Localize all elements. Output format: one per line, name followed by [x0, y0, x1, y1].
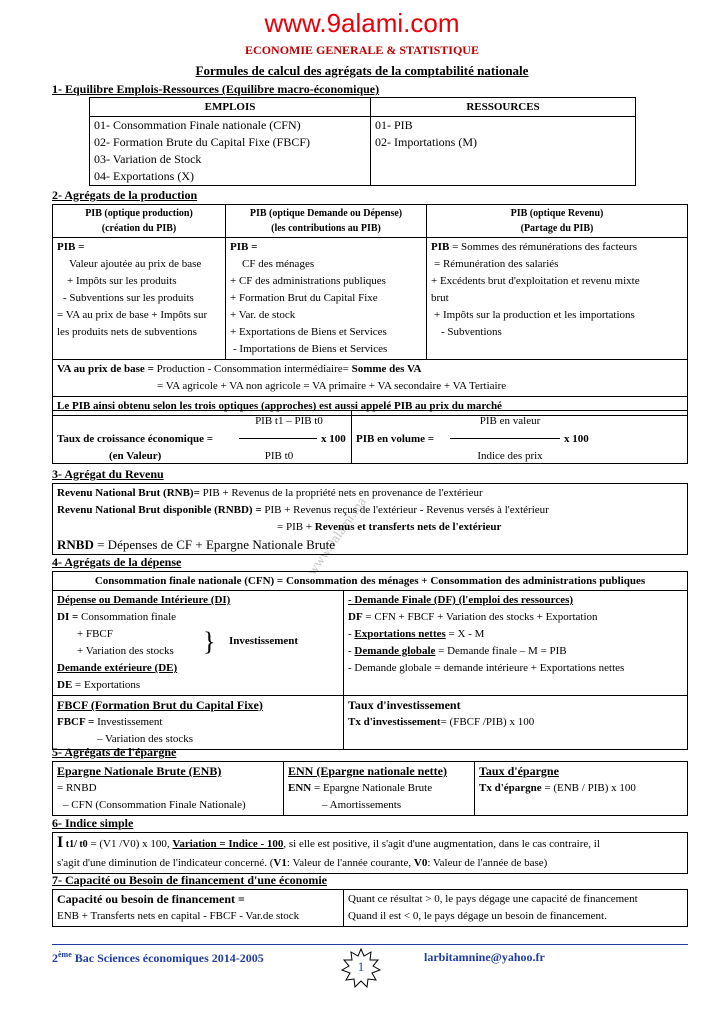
emplois-list	[90, 117, 371, 186]
x100: x 100	[321, 433, 346, 445]
emplois-item: 02- Formation Brute du Capital Fixe (FBCF)	[94, 135, 310, 149]
volume-label: PIB en volume =	[356, 433, 435, 445]
depense-table	[52, 571, 688, 750]
fraction-line	[450, 438, 560, 439]
ressources-list	[371, 117, 636, 186]
epargne-table	[52, 761, 688, 816]
footer-divider	[52, 944, 688, 945]
pib-note: Le PIB ainsi obtenu selon les trois optiques (approches) est aussi appelé PIB au prix du marché	[53, 397, 688, 416]
production-table	[52, 204, 688, 416]
ressources-item: 01- PIB	[375, 118, 413, 132]
volume-denominator: Indice des prix	[477, 450, 543, 462]
pib-revenu-header: PIB (optique Revenu) (Partage du PIB)	[427, 205, 688, 238]
taux-denominator: PIB t0	[264, 450, 294, 462]
enb-cell: Epargne Nationale Brute (ENB) = RNBD – CFN (Consommation Finale Nationale)	[53, 762, 284, 816]
taux-sub: (en Valeur)	[109, 450, 162, 462]
pib-production-cell: PIB = Valeur ajoutée au prix de base + Impôts sur les produits - Subventions sur les produits = VA au prix de base + Impôts sur les produits nets de subventions	[53, 238, 226, 360]
emplois-ressources-table	[89, 97, 636, 186]
ressources-header: RESSOURCES	[371, 98, 636, 117]
financement-table	[52, 889, 688, 927]
indice-cell: I t1/ t0 = (V1 /V0) x 100, Variation = Indice - 100, si elle est positive, il s'agit d'une augmentation, dans le cas contraire, il s'agit d'une diminution de l'indicateur concerné. (V1: Valeur de l'année courante, V0: Valeur de l'année de base)	[53, 833, 688, 874]
fbcf-cell: FBCF (Formation Brut du Capital Fixe) FBCF = Investissement – Variation des stocks	[53, 696, 344, 750]
financement-note-cell: Quant ce résultat > 0, le pays dégage une capacité de financement Quand il est < 0, le pays dégage un besoin de financement.	[344, 890, 688, 927]
page-number-badge	[341, 948, 381, 988]
cfn-formula: Consommation finale nationale (CFN) = Consommation des ménages + Consommation des administrations publiques	[53, 572, 688, 591]
brace-icon: }	[203, 627, 216, 656]
enn-cell: ENN (Epargne nationale nette) ENN = Epargne Nationale Brute – Amortissements	[284, 762, 475, 816]
taux-investissement-cell: Taux d'investissement Tx d'investissement= (FBCF /PIB) x 100	[344, 696, 688, 750]
df-cell: - Demande Finale (DF) (l'emploi des ressources) DF = CFN + FBCF + Variation des stocks + Exportation - Exportations nettes = X - M - Demande globale = Demande finale – M = PIB - Demande globale = demande intérieure + Exportations nettes	[344, 591, 688, 696]
taux-croissance-cell	[53, 411, 352, 464]
investissement-label: Investissement	[229, 635, 299, 647]
page-number: 1	[357, 959, 365, 974]
section-1-title: 1- Equilibre Emplois-Ressources (Equilibre macro-économique)	[52, 82, 380, 96]
pib-demande-header: PIB (optique Demande ou Dépense) (les contributions au PIB)	[226, 205, 427, 238]
indice-table	[52, 832, 688, 874]
emplois-header: EMPLOIS	[90, 98, 371, 117]
emplois-item: 03- Variation de Stock	[94, 152, 202, 166]
x100: x 100	[564, 433, 589, 445]
di-cell: Dépense ou Demande Intérieure (DI) DI = Consommation finale + FBCF + Variation des stocks } Investissement Demande extérieure (DE) DE = Exportations	[53, 591, 344, 696]
taux-table	[52, 410, 688, 464]
section-6-title: 6- Indice simple	[52, 816, 134, 830]
section-5-title: 5- Agrégats de l'épargne	[52, 745, 177, 759]
taux-numerator: PIB t1 – PIB t0	[255, 415, 323, 427]
section-2-title: 2- Agrégats de la production	[52, 188, 198, 202]
va-formula: VA au prix de base = Production - Consommation intermédiaire= Somme des VA = VA agricole + VA non agricole = VA primaire + VA secondaire + VA Tertiaire	[53, 360, 688, 397]
pib-volume-cell	[352, 411, 688, 464]
pib-production-header: PIB (optique production) (création du PIB)	[53, 205, 226, 238]
subject-title: ECONOMIE GENERALE & STATISTIQUE	[245, 43, 479, 57]
fraction-line	[239, 438, 317, 439]
pib-demande-cell: PIB = CF des ménages + CF des administrations publiques + Formation Brut du Capital Fixe + Var. de stock + Exportations de Biens et Services - Importations de Biens et Services	[226, 238, 427, 360]
emplois-item: 01- Consommation Finale nationale (CFN)	[94, 118, 301, 132]
section-3-title: 3- Agrégat du Revenu	[52, 467, 164, 481]
pib-revenu-cell: PIB = Sommes des rémunérations des facteurs = Rémunération des salariés + Excédents brut d'exploitation et revenu mixte brut + Impôts sur la production et les importations - Subventions	[427, 238, 688, 360]
section-4-title: 4- Agrégats de la dépense	[52, 555, 182, 569]
site-title: www.9alami.com	[264, 8, 460, 38]
taux-epargne-cell: Taux d'épargne Tx d'épargne = (ENB / PIB) x 100	[475, 762, 688, 816]
revenu-table	[52, 483, 688, 555]
watermark: www.9alami.ma	[305, 494, 370, 579]
volume-numerator: PIB en valeur	[479, 415, 541, 427]
revenu-cell: Revenu National Brut (RNB)= PIB + Revenus de la propriété nets en provenance de l'extérieur Revenu National Brut disponible (RNBD) = PIB + Revenus reçus de l'extérieur - Revenus versés à l'extérieur = PIB + Revenus et transferts nets de l'extérieur RNBD = Dépenses de CF + Epargne Nationale Brute	[53, 484, 688, 555]
footer-email: larbitamnine@yahoo.fr	[424, 950, 545, 964]
section-7-title: 7- Capacité ou Besoin de financement d'une économie	[52, 873, 327, 887]
financement-formula-cell: Capacité ou besoin de financement = ENB + Transferts nets en capital - FBCF - Var.de stock	[53, 890, 344, 927]
emplois-item: 04- Exportations (X)	[94, 169, 194, 183]
taux-label: Taux de croissance économique =	[57, 433, 213, 445]
page-title: Formules de calcul des agrégats de la comptabilité nationale	[195, 63, 529, 78]
footer-class: 2ème Bac Sciences économiques 2014-2005	[52, 950, 264, 965]
ressources-item: 02- Importations (M)	[375, 135, 477, 149]
